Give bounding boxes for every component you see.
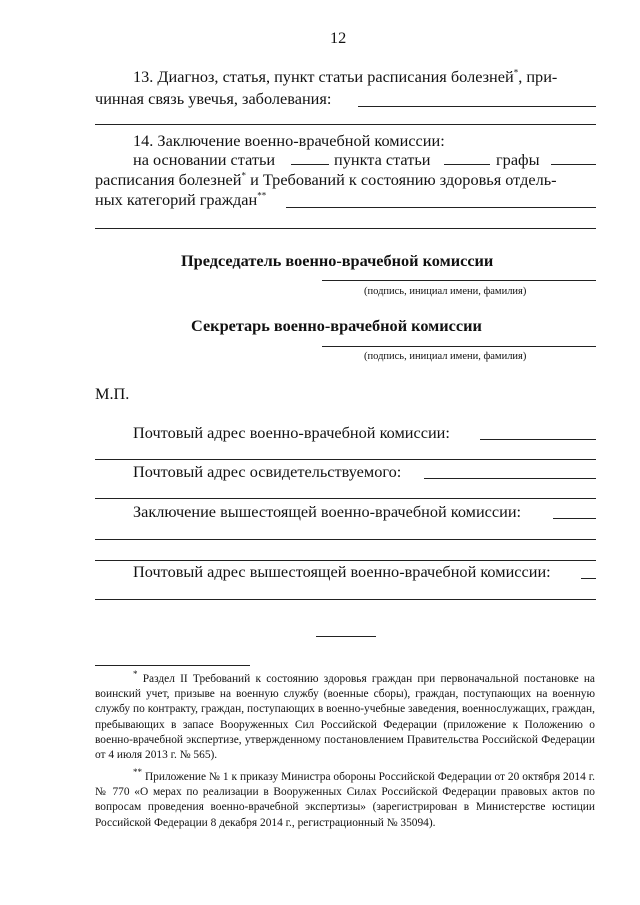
higher-conclusion-field-3[interactable]	[95, 560, 596, 561]
item13-line1	[133, 67, 557, 87]
item14-categories: ных категорий граждан	[95, 190, 258, 209]
diagnosis-field-line-2[interactable]	[95, 124, 596, 125]
footnote-ref: *	[241, 170, 246, 181]
footnote-ref: *	[513, 67, 519, 78]
end-separator	[316, 636, 376, 637]
item13-text: 13. Диагноз, статья, пункт статьи расписания болезней	[133, 67, 514, 86]
footnote-1	[95, 669, 595, 763]
footnote-2-text: Приложение № 1 к приказу Министра обороны Российской Федерации от 20 октября 2014 г. № 770 «О мерах по реализации в Вооруженных Силах Российской Федерации правовых актов по вопросам проведения военно-врачебной экспертизы» (зарегистрирован в Министерстве юстиции Российской Федерации 8 декабря 2014 г., регистрационный № 35094).	[95, 771, 595, 829]
higher-conclusion-field-2[interactable]	[95, 539, 596, 540]
item13-text-end: , при-	[518, 67, 558, 86]
footnote-separator	[95, 665, 250, 666]
footnote-ref: **	[257, 190, 267, 201]
item14-schedule: расписания болезней	[95, 170, 242, 189]
footnote-2	[95, 767, 595, 831]
postal-commission-field[interactable]	[480, 439, 596, 440]
page-number: 12	[330, 28, 347, 47]
conclusion-field-line-2[interactable]	[95, 228, 596, 229]
footnote-mark: *	[133, 669, 138, 680]
postal-examinee-field[interactable]	[424, 478, 596, 479]
higher-conclusion-field[interactable]	[553, 518, 596, 519]
diagnosis-field-line[interactable]	[358, 106, 596, 107]
secretary-signature-line[interactable]	[322, 346, 596, 347]
item14-basis-a: на основании статьи	[133, 150, 276, 169]
postal-commission-label: Почтовый адрес военно-врачебной комиссии:	[133, 423, 450, 442]
article-field[interactable]	[291, 164, 329, 165]
postal-higher-field-2[interactable]	[95, 599, 596, 600]
footnote-mark: **	[133, 767, 142, 778]
postal-examinee-label: Почтовый адрес освидетельствуемого:	[133, 462, 402, 481]
clause-field[interactable]	[444, 164, 490, 165]
item13-line2: чинная связь увечья, заболевания:	[95, 89, 332, 108]
postal-higher-label: Почтовый адрес вышестоящей военно-врачебной комиссии:	[133, 562, 551, 581]
item14-basis-b: пункта статьи	[334, 150, 431, 169]
footnote-1-text: Раздел II Требований к состоянию здоровья граждан при первоначальной постановке на воинский учет, призыве на военную службу (военные сборы), граждан, поступающих на военную службу по контракту, граждан, поступающих в военно-учебные заведения, военнослужащих, граждан, пребывающих в запасе Вооруженных Сил Российской Федерации (приложение к Положению о военно-врачебной экспертизе, утвержденному постановлением Правительства Российской Федерации от 4 июля 2013 г. № 565).	[95, 673, 595, 762]
item14-schedule-line	[95, 170, 557, 190]
chairman-title: Председатель военно-врачебной комиссии	[181, 251, 494, 270]
postal-commission-field-2[interactable]	[95, 459, 596, 460]
item14-categories-line	[95, 190, 266, 210]
item14-schedule-b: и Требований к состоянию здоровья отдель-	[250, 170, 557, 189]
secretary-caption: (подпись, инициал имени, фамилия)	[364, 351, 527, 362]
chairman-caption: (подпись, инициал имени, фамилия)	[364, 286, 527, 297]
secretary-title: Секретарь военно-врачебной комиссии	[191, 316, 482, 335]
postal-examinee-field-2[interactable]	[95, 498, 596, 499]
higher-conclusion-label: Заключение вышестоящей военно-врачебной комиссии:	[133, 502, 522, 521]
postal-higher-field[interactable]	[581, 578, 596, 579]
column-field[interactable]	[551, 164, 596, 165]
chairman-signature-line[interactable]	[322, 280, 596, 281]
stamp-place: М.П.	[95, 384, 130, 403]
item14-title: 14. Заключение военно-врачебной комиссии:	[133, 131, 445, 150]
conclusion-field-line[interactable]	[286, 207, 596, 208]
item14-basis-c: графы	[496, 150, 540, 169]
